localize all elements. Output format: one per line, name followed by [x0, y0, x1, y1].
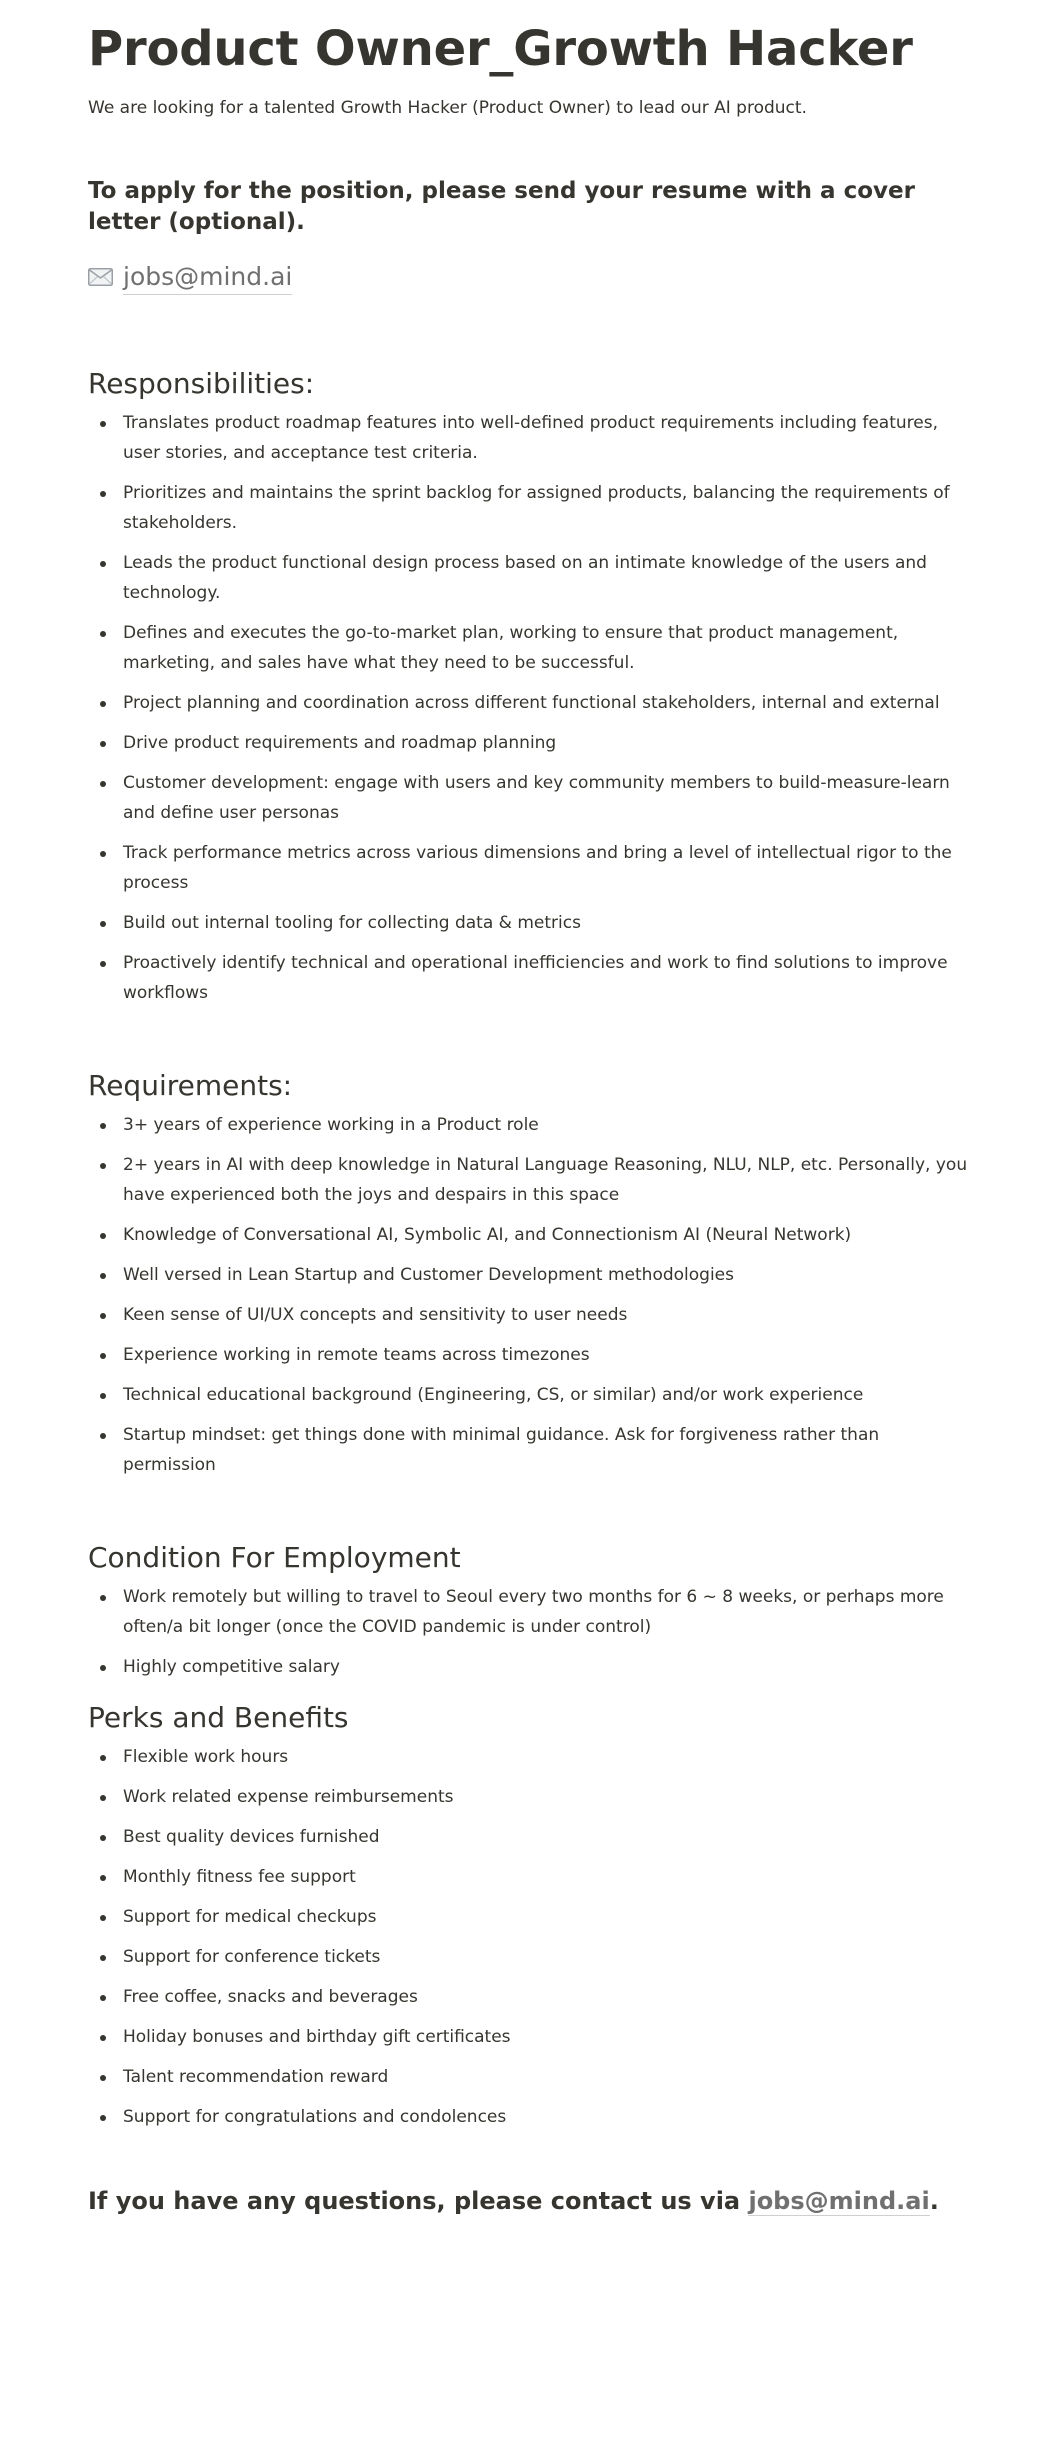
list-item: Monthly fitness fee support — [88, 1862, 971, 1892]
apply-instructions: To apply for the position, please send your resume with a cover letter (optional). — [88, 178, 915, 235]
list-item: Flexible work hours — [88, 1742, 971, 1772]
list-item: Startup mindset: get things done with minimal guidance. Ask for forgiveness rather than permission — [88, 1420, 971, 1480]
list-item: Support for conference tickets — [88, 1942, 971, 1972]
list-item: Knowledge of Conversational AI, Symbolic AI, and Connectionism AI (Neural Network) — [88, 1220, 971, 1250]
requirements-heading: Requirements: — [88, 1069, 293, 1102]
closing-suffix: . — [929, 2187, 939, 2215]
list-item: Work related expense reimbursements — [88, 1782, 971, 1812]
list-item: Technical educational background (Engineering, CS, or similar) and/or work experience — [88, 1380, 971, 1410]
list-item: Drive product requirements and roadmap planning — [88, 728, 971, 758]
closing-email-link[interactable]: jobs@mind.ai — [748, 2187, 930, 2215]
list-item: Well versed in Lean Startup and Customer Development methodologies — [88, 1260, 971, 1290]
list-item: Customer development: engage with users and key community members to build-measure-learn and define user personas — [88, 768, 971, 828]
envelope-icon — [88, 268, 113, 286]
conditions-section — [88, 1538, 971, 1682]
conditions-heading: Condition For Employment — [88, 1541, 461, 1574]
closing-contact — [88, 2184, 971, 2218]
list-item: 2+ years in AI with deep knowledge in Natural Language Reasoning, NLU, NLP, etc. Personally, you have experienced both the joys and despairs in this space — [88, 1150, 971, 1210]
list-item: Keen sense of UI/UX concepts and sensitivity to user needs — [88, 1300, 971, 1330]
list-item: Track performance metrics across various dimensions and bring a level of intellectual rigor to the process — [88, 838, 971, 898]
page-subtitle: We are looking for a talented Growth Hacker (Product Owner) to lead our AI product. — [88, 98, 807, 118]
perks-section — [88, 1698, 971, 2132]
responsibilities-heading: Responsibilities: — [88, 367, 315, 400]
list-item: Free coffee, snacks and beverages — [88, 1982, 971, 2012]
list-item: Holiday bonuses and birthday gift certificates — [88, 2022, 971, 2052]
list-item: Highly competitive salary — [88, 1652, 971, 1682]
list-item: Work remotely but willing to travel to Seoul every two months for 6 ~ 8 weeks, or perhaps more often/a bit longer (once the COVID pandemic is under control) — [88, 1582, 971, 1642]
list-item: 3+ years of experience working in a Product role — [88, 1110, 971, 1140]
apply-email-link[interactable]: jobs@mind.ai — [123, 260, 292, 295]
list-item: Talent recommendation reward — [88, 2062, 971, 2092]
list-item: Experience working in remote teams across timezones — [88, 1340, 971, 1370]
list-item: Support for medical checkups — [88, 1902, 971, 1932]
list-item: Support for congratulations and condolences — [88, 2102, 971, 2132]
perks-heading: Perks and Benefits — [88, 1701, 349, 1734]
list-item: Defines and executes the go-to-market plan, working to ensure that product management, marketing, and sales have what they need to be successful. — [88, 618, 971, 678]
list-item: Translates product roadmap features into well-defined product requirements including features, user stories, and acceptance test criteria. — [88, 408, 971, 468]
list-item: Proactively identify technical and operational inefficiencies and work to find solutions to improve workflows — [88, 948, 971, 1008]
requirements-list — [88, 1110, 971, 1480]
list-item: Leads the product functional design process based on an intimate knowledge of the users and technology. — [88, 548, 971, 608]
closing-text: If you have any questions, please contact us via — [88, 2187, 749, 2215]
perks-list — [88, 1742, 971, 2132]
page-title: Product Owner_Growth Hacker — [88, 21, 913, 77]
list-item: Build out internal tooling for collecting data & metrics — [88, 908, 971, 938]
responsibilities-list — [88, 408, 971, 1008]
list-item: Project planning and coordination across different functional stakeholders, internal and external — [88, 688, 971, 718]
list-item: Best quality devices furnished — [88, 1822, 971, 1852]
apply-email-row — [88, 260, 971, 294]
requirements-section — [88, 1066, 971, 1480]
responsibilities-section — [88, 364, 971, 1008]
conditions-list — [88, 1582, 971, 1682]
list-item: Prioritizes and maintains the sprint backlog for assigned products, balancing the requirements of stakeholders. — [88, 478, 971, 538]
